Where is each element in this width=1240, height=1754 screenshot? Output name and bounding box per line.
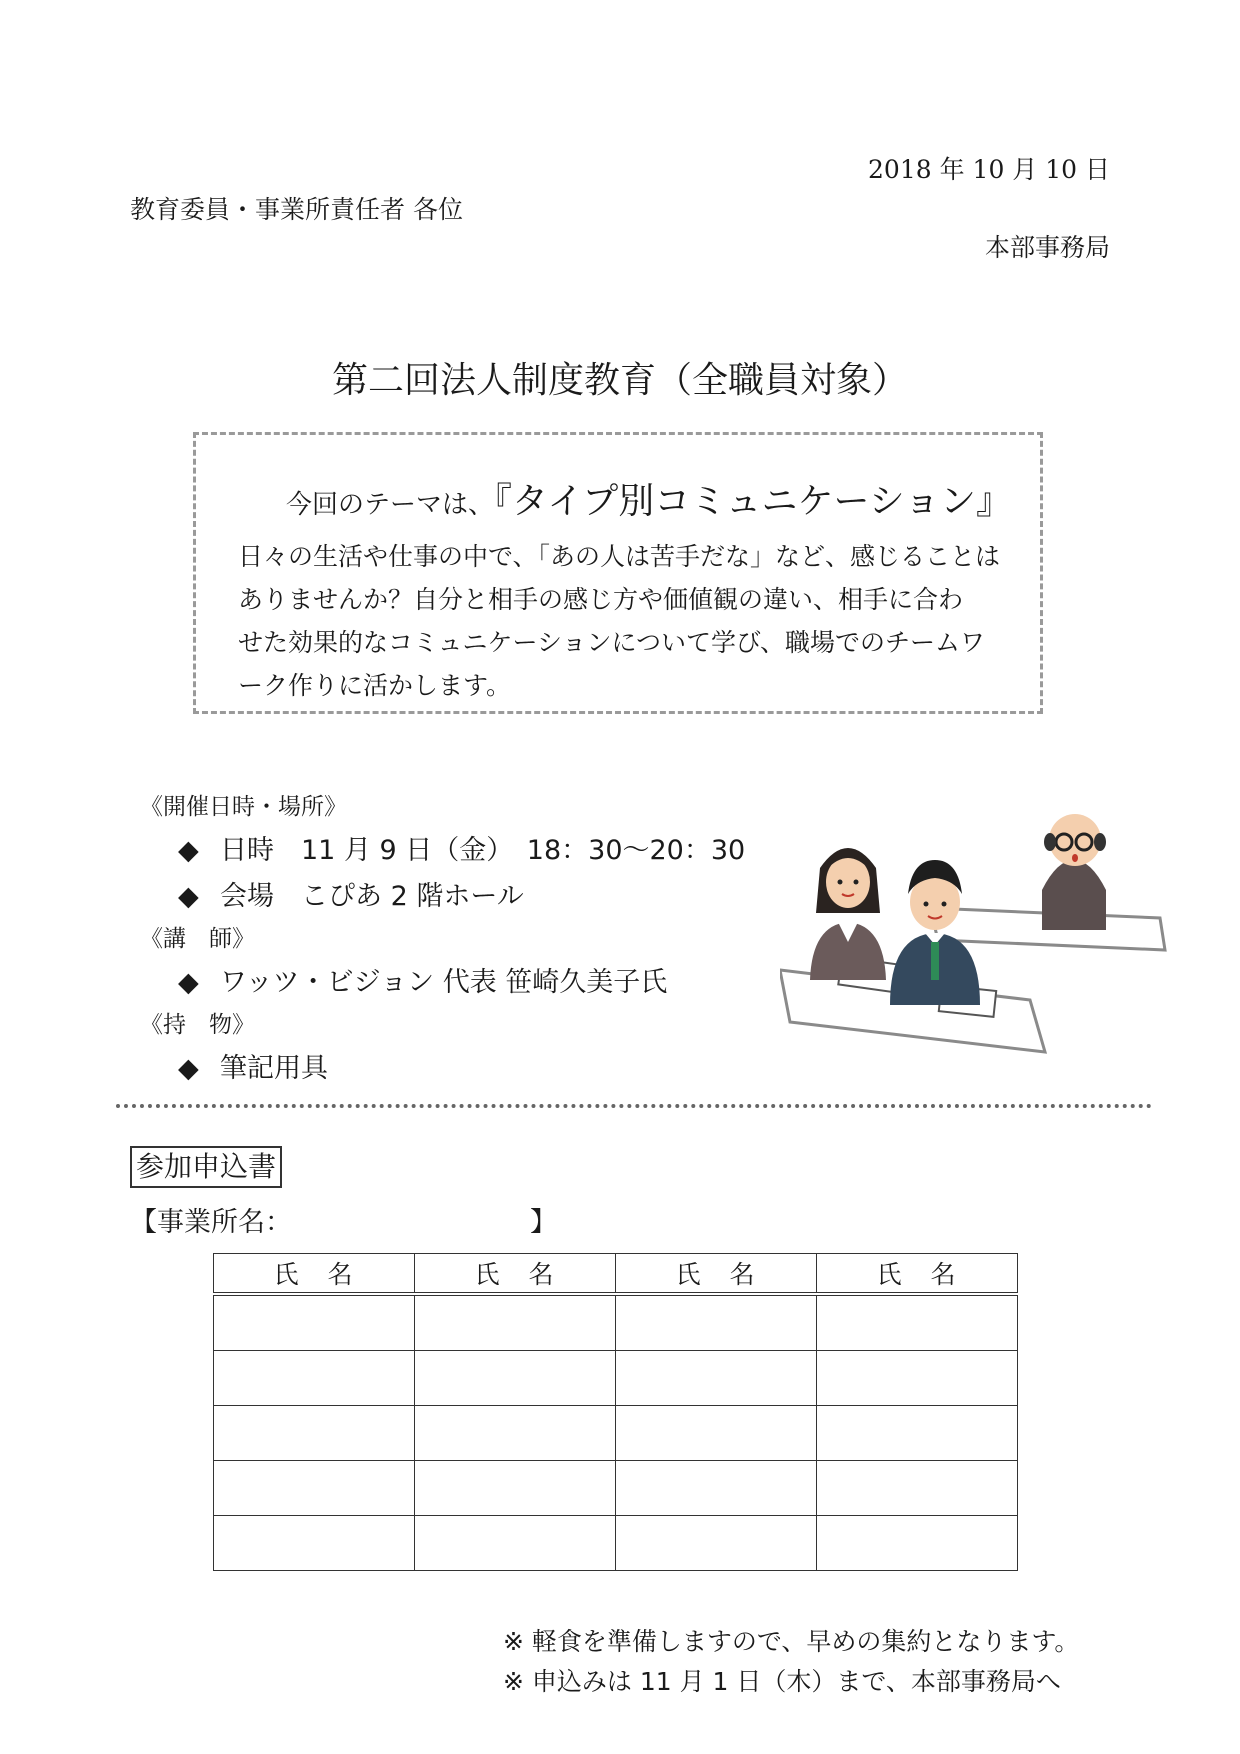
sender: 本部事務局	[984, 233, 1110, 262]
page-title: 第二回法人制度教育（全職員対象）	[331, 360, 908, 401]
name-cell[interactable]	[214, 1461, 415, 1516]
table-header-row	[214, 1254, 1018, 1295]
name-cell[interactable]	[214, 1294, 415, 1351]
theme-line: ありませんか？自分と相手の感じ方や価値観の違い、相手に合わ	[238, 585, 964, 614]
column-header-name: 氏 名	[817, 1254, 1018, 1295]
name-cell[interactable]	[415, 1294, 616, 1351]
column-header-name: 氏 名	[616, 1254, 817, 1295]
table-row	[214, 1294, 1018, 1351]
theme-heading-prefix: 今回のテーマは、	[286, 490, 495, 520]
items-text: 筆記用具	[220, 1053, 328, 1084]
theme-topic: 『タイプ別コミュニケーション』	[494, 481, 1013, 522]
venue-item	[178, 874, 524, 913]
name-cell[interactable]	[415, 1406, 616, 1461]
name-cell[interactable]	[616, 1294, 817, 1351]
theme-line: 日々の生活や仕事の中で、「あの人は苦手だな」など、感じることは	[238, 542, 1001, 571]
theme-description	[238, 535, 1008, 707]
document-date: 2018 年 10 月 10 日	[868, 155, 1110, 184]
theme-line: せた効果的なコミュニケーションについて学び、職場でのチームワ	[238, 628, 986, 657]
name-cell[interactable]	[415, 1351, 616, 1406]
name-cell[interactable]	[214, 1406, 415, 1461]
name-cell[interactable]	[817, 1406, 1018, 1461]
datetime-text: 日時 11 月 9 日（金） 18：30～20：30	[220, 835, 746, 866]
attendee-table	[213, 1253, 1018, 1571]
items-item	[178, 1046, 328, 1085]
table-row	[214, 1351, 1018, 1406]
name-cell[interactable]	[817, 1351, 1018, 1406]
form-label: 参加申込書	[130, 1146, 282, 1188]
name-cell[interactable]	[817, 1294, 1018, 1351]
table-row	[214, 1406, 1018, 1461]
name-cell[interactable]	[616, 1516, 817, 1571]
name-cell[interactable]	[616, 1461, 817, 1516]
table-row	[214, 1516, 1018, 1571]
name-cell[interactable]	[616, 1406, 817, 1461]
note-deadline: ※ 申込みは 11 月 1 日（木）まで、本部事務局へ	[503, 1667, 1061, 1696]
theme-heading	[286, 473, 1012, 524]
diamond-bullet-icon: ◆	[178, 881, 199, 912]
office-name-close-bracket: 】	[530, 1207, 557, 1238]
office-name-label: 【事業所名：	[130, 1207, 292, 1238]
name-cell[interactable]	[415, 1516, 616, 1571]
name-cell[interactable]	[214, 1516, 415, 1571]
theme-box	[193, 432, 1043, 714]
column-header-name: 氏 名	[214, 1254, 415, 1295]
venue-text: 会場 こぴあ 2 階ホール	[220, 881, 524, 912]
diamond-bullet-icon: ◆	[178, 967, 199, 998]
lecturer-label: 《講 師》	[140, 926, 255, 952]
woman-figure	[810, 848, 886, 980]
table-row	[214, 1461, 1018, 1516]
name-cell[interactable]	[616, 1351, 817, 1406]
name-cell[interactable]	[214, 1351, 415, 1406]
name-cell[interactable]	[817, 1461, 1018, 1516]
section-divider	[116, 1104, 1152, 1108]
lecturer-item	[178, 960, 667, 999]
name-cell[interactable]	[415, 1461, 616, 1516]
diamond-bullet-icon: ◆	[178, 835, 199, 866]
items-label: 《持 物》	[140, 1012, 255, 1038]
note-light-meal: ※ 軽食を準備しますので、早めの集約となります。	[503, 1627, 1080, 1656]
column-header-name: 氏 名	[415, 1254, 616, 1295]
schedule-label: 《開催日時・場所》	[140, 794, 347, 820]
bald-man-figure	[1042, 814, 1106, 930]
lecturer-text: ワッツ・ビジョン 代表 笹崎久美子氏	[220, 967, 668, 998]
recipients: 教育委員・事業所責任者 各位	[130, 195, 463, 224]
name-cell[interactable]	[817, 1516, 1018, 1571]
datetime-item	[178, 828, 745, 867]
theme-line: ーク作りに活かします。	[238, 671, 512, 700]
diamond-bullet-icon: ◆	[178, 1053, 199, 1084]
seminar-illustration	[780, 790, 1180, 1060]
